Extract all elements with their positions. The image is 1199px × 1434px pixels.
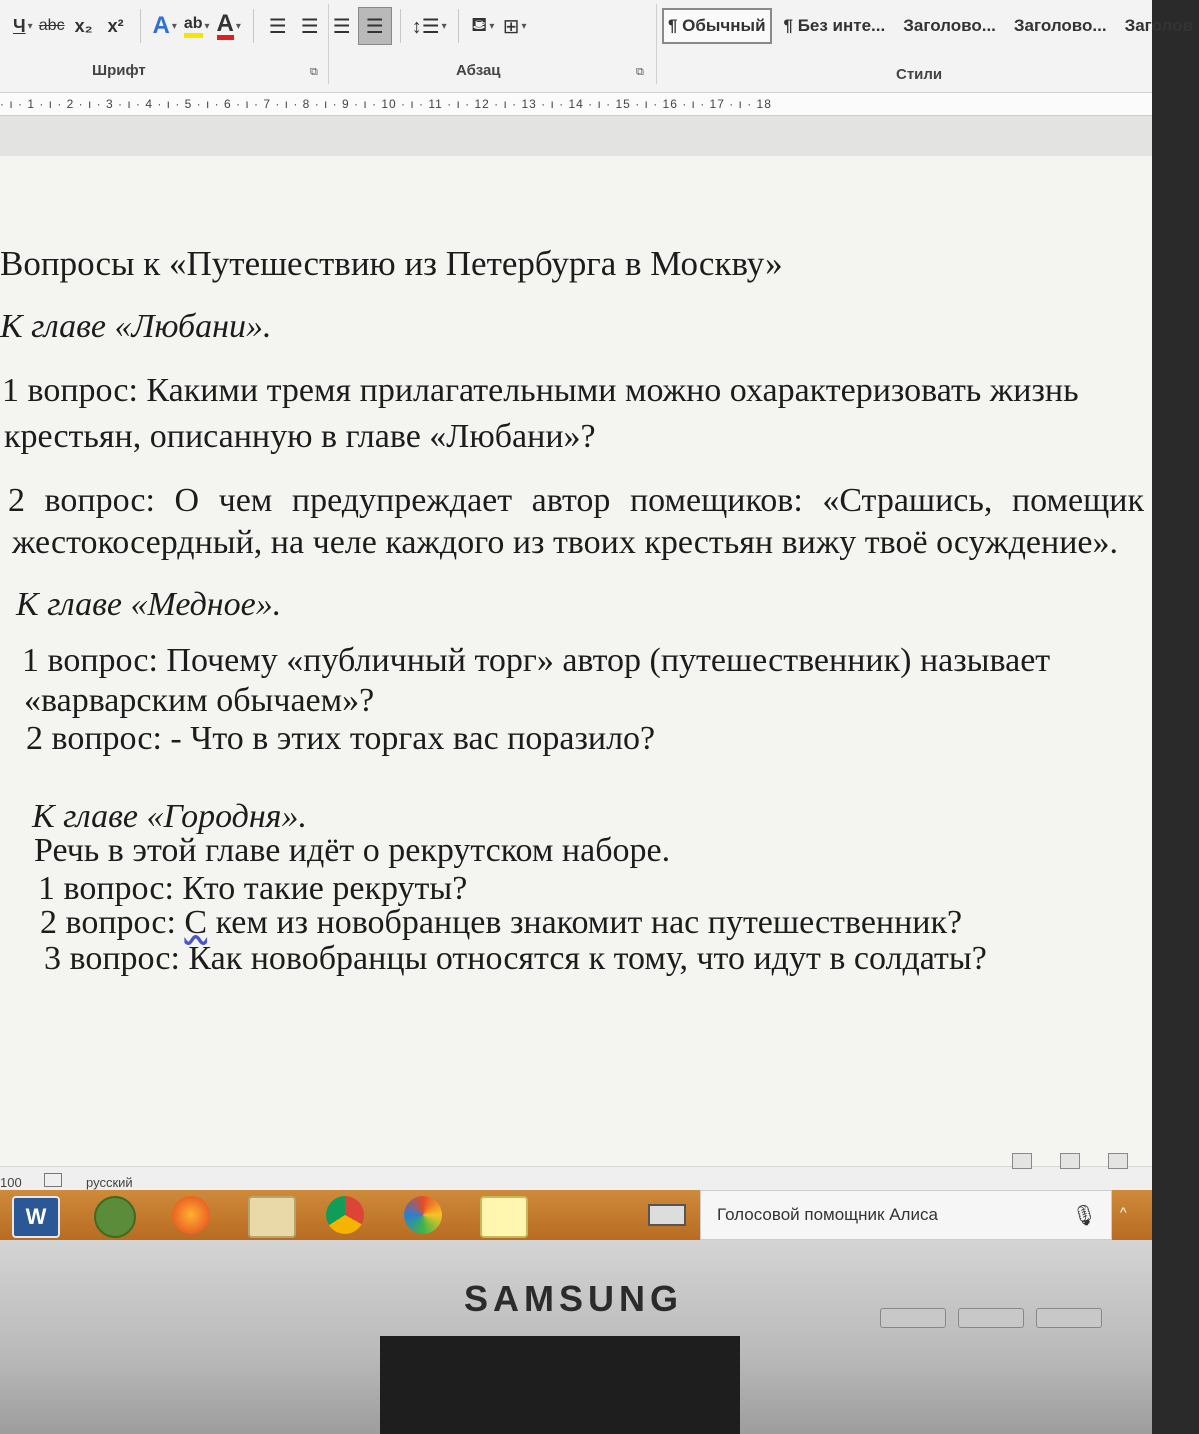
- borders-icon: ⊞: [502, 15, 520, 38]
- question-line: 2 вопрос: О чем предупреждает автор помещиков: «Страшись, помещик: [8, 482, 1144, 519]
- app-taskbar-icon[interactable]: [404, 1196, 442, 1234]
- read-mode-icon[interactable]: [1012, 1153, 1032, 1169]
- align-right-icon: ☰: [332, 15, 351, 38]
- word-taskbar-icon[interactable]: W: [12, 1196, 60, 1238]
- print-layout-icon[interactable]: [1060, 1153, 1080, 1169]
- subscript-label: x₂: [74, 15, 93, 36]
- chapter-heading-gorodnya: К главе «Городня».: [32, 798, 307, 835]
- monitor-source-button[interactable]: [1036, 1308, 1102, 1328]
- question-line: [40, 904, 962, 942]
- chevron-down-icon[interactable]: ▾: [27, 20, 33, 32]
- text-effects-icon: A: [152, 12, 170, 39]
- paint-bucket-icon: ⛾: [470, 13, 488, 36]
- monitor-stand: [380, 1336, 740, 1434]
- language-indicator[interactable]: русский: [86, 1175, 133, 1190]
- firefox-icon[interactable]: [172, 1196, 210, 1234]
- voice-assistant-box[interactable]: [700, 1190, 1112, 1240]
- question-line: крестьян, описанную в главе «Любани»?: [4, 418, 596, 455]
- styles-gallery: [662, 4, 1199, 48]
- align-center-button[interactable]: [294, 8, 326, 44]
- highlight-button[interactable]: [181, 8, 213, 44]
- toolbar-divider: [253, 9, 254, 43]
- keyboard-icon[interactable]: [648, 1204, 686, 1226]
- question-prefix: 2 вопрос:: [40, 904, 185, 941]
- question-line: 1 вопрос: Какими тремя прилагательными можно охарактеризовать жизнь: [2, 372, 1079, 409]
- app-taskbar-icon[interactable]: [94, 1196, 136, 1238]
- document-title: Вопросы к «Путешествию из Петербурга в Москву»: [0, 244, 783, 283]
- superscript-button[interactable]: [100, 8, 132, 44]
- strikethrough-label: abc: [38, 17, 65, 34]
- microphone-muted-icon[interactable]: 🎙: [1071, 1205, 1097, 1227]
- paragraph-dialog-launcher-icon[interactable]: ⧉: [636, 66, 644, 78]
- chevron-down-icon[interactable]: ▾: [521, 20, 527, 32]
- underline-label: Ч: [13, 15, 26, 36]
- monitor-buttons: [880, 1308, 1102, 1328]
- align-center-icon: ☰: [300, 15, 319, 38]
- page-gap: [0, 116, 1152, 156]
- chapter-heading-mednoe: К главе «Медное».: [16, 586, 282, 623]
- chrome-icon[interactable]: [326, 1196, 364, 1234]
- superscript-label: x²: [107, 15, 124, 36]
- monitor-menu-button[interactable]: [880, 1308, 946, 1328]
- group-label-styles: Стили: [896, 66, 943, 83]
- question-line: жестокосердный, на челе каждого из твоих крестьян вижу твоё осуждение».: [12, 524, 1118, 561]
- group-label-font: Шрифт: [92, 62, 146, 79]
- toolbar-divider: [458, 9, 459, 43]
- font-color-button[interactable]: [213, 8, 245, 44]
- chevron-down-icon[interactable]: ▾: [171, 20, 177, 32]
- question-line: 3 вопрос: Как новобранцы относятся к тому, что идут в солдаты?: [44, 940, 987, 977]
- font-color-icon: A: [217, 13, 234, 40]
- tray-arrow-icon[interactable]: ^: [1120, 1204, 1127, 1220]
- zoom-level[interactable]: 100: [0, 1175, 22, 1190]
- status-bar: [0, 1166, 1152, 1193]
- chevron-down-icon[interactable]: ▾: [441, 20, 447, 32]
- paragraph-line: Речь в этой главе идёт о рекрутском наборе.: [34, 832, 671, 869]
- line-spacing-button[interactable]: [409, 8, 450, 44]
- justify-icon: ☰: [365, 15, 384, 38]
- underline-button[interactable]: [0, 8, 36, 44]
- chevron-down-icon[interactable]: ▾: [235, 20, 241, 32]
- toolbar-divider: [400, 9, 401, 43]
- spelling-mark[interactable]: С: [184, 904, 208, 941]
- style-heading-3[interactable]: Заголов: [1124, 16, 1193, 35]
- line-spacing-icon: ↕☰: [411, 15, 440, 38]
- style-normal[interactable]: ¶ Обычный: [662, 8, 772, 44]
- question-line: «варварским обычаем»?: [24, 682, 375, 719]
- align-right-button[interactable]: [326, 8, 358, 44]
- question-line: 1 вопрос: Почему «публичный торг» автор (путешественник) называет: [22, 642, 1051, 679]
- ruler-marks: · ı · 1 · ı · 2 · ı · 3 · ı · 4 · ı · 5 · ı · 6 · ı · 7 · ı · 8 · ı · 9 · ı · 10 · ı · 11 · ı · 12 · ı · 13 · ı · 14 · ı · 15 · ı · 16 · ı · 17 · ı · 18: [0, 97, 772, 111]
- file-explorer-icon[interactable]: [248, 1196, 296, 1238]
- font-dialog-launcher-icon[interactable]: ⧉: [310, 66, 318, 78]
- monitor-brand-logo: SAMSUNG: [464, 1278, 684, 1319]
- voice-assistant-label: Голосовой помощник Алиса: [717, 1205, 938, 1224]
- view-buttons: [1012, 1153, 1128, 1169]
- align-left-button[interactable]: [262, 8, 294, 44]
- highlight-icon: ab: [184, 15, 203, 38]
- document-page[interactable]: [0, 156, 1152, 1166]
- group-divider: [328, 4, 329, 84]
- group-divider: [656, 4, 657, 84]
- question-line: 1 вопрос: Кто такие рекруты?: [38, 870, 468, 907]
- toolbar-divider: [140, 9, 141, 43]
- align-left-icon: ☰: [268, 15, 287, 38]
- style-heading-2[interactable]: Заголово...: [1013, 16, 1107, 35]
- style-no-spacing[interactable]: ¶ Без инте...: [783, 16, 886, 35]
- sticky-notes-icon[interactable]: [480, 1196, 528, 1238]
- style-heading-1[interactable]: Заголово...: [903, 16, 996, 35]
- question-line: 2 вопрос: - Что в этих торгах вас поразило?: [26, 720, 656, 757]
- web-layout-icon[interactable]: [1108, 1153, 1128, 1169]
- chevron-down-icon[interactable]: ▾: [204, 20, 210, 32]
- justify-button[interactable]: [358, 7, 392, 45]
- text-effects-button[interactable]: [149, 8, 181, 44]
- group-label-paragraph: Абзац: [456, 62, 501, 79]
- horizontal-ruler[interactable]: [0, 93, 1152, 116]
- ribbon: [0, 0, 1193, 93]
- monitor-adjust-button[interactable]: [958, 1308, 1024, 1328]
- chapter-heading-lyubani: К главе «Любани».: [0, 308, 272, 345]
- subscript-button[interactable]: [68, 8, 100, 44]
- taskbar: [0, 1190, 1152, 1240]
- strikethrough-button[interactable]: [36, 8, 68, 44]
- font-toolbar: [0, 6, 531, 46]
- proofing-icon[interactable]: [44, 1173, 62, 1187]
- shading-button[interactable]: [467, 8, 499, 44]
- chevron-down-icon[interactable]: ▾: [489, 20, 495, 32]
- borders-button[interactable]: [499, 8, 531, 44]
- question-text: кем из новобранцев знакомит нас путешественник?: [207, 904, 963, 941]
